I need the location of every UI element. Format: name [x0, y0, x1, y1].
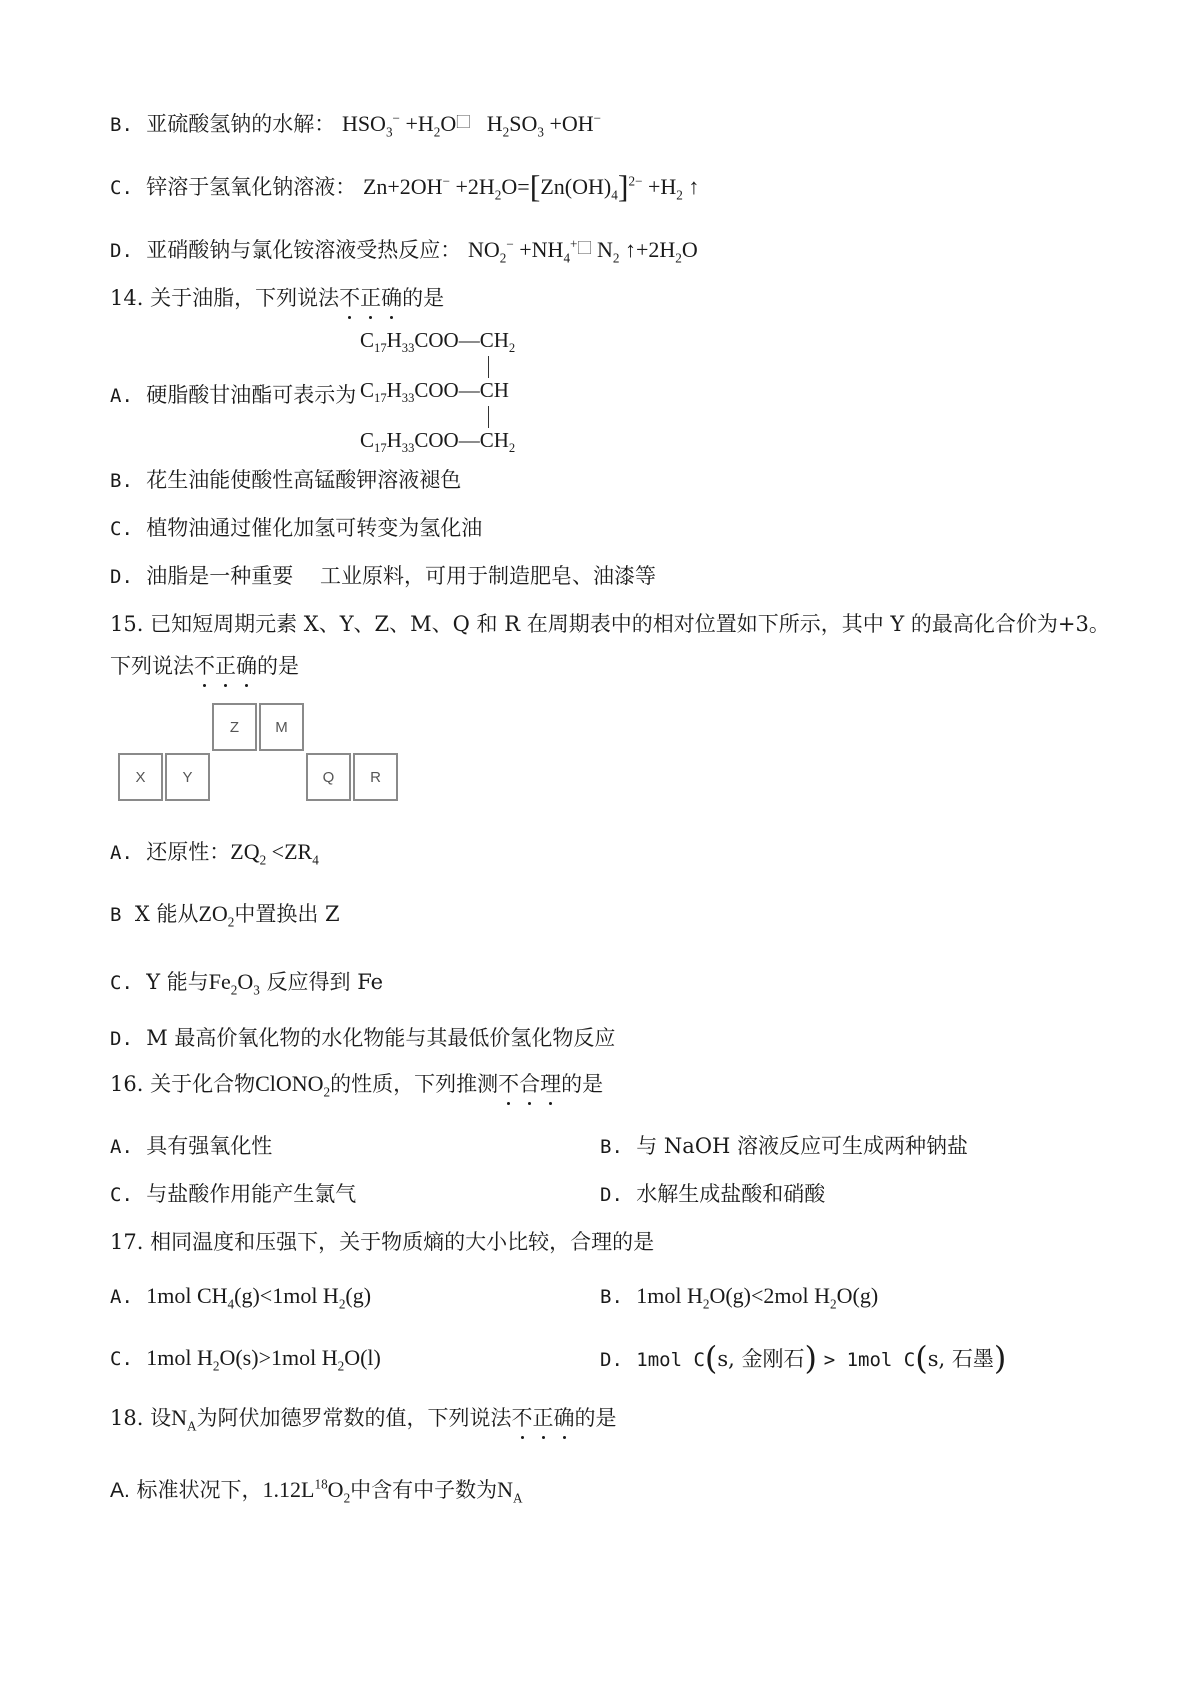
option-label: D. — [600, 1349, 623, 1371]
option-label: B. — [600, 1286, 623, 1308]
option-label: A. — [110, 385, 133, 407]
formula: $1.12L^{18}O_2$ — [262, 1476, 351, 1506]
q16-option-c — [110, 1180, 356, 1209]
option-text: 与 NaOH 溶液反应可生成两种钠盐 — [636, 1134, 969, 1158]
option-label: D. — [110, 240, 133, 262]
option-label: A. — [110, 1286, 133, 1308]
cell-x: X — [118, 753, 163, 801]
formula: $ZO_2$ — [198, 901, 235, 930]
q18-stem: 18. 设$N_A$为阿伏加德罗常数的值，下列说法不正确的是 — [110, 1405, 617, 1434]
option-text: 锌溶于氢氧化钠溶液： — [146, 175, 357, 199]
option-label: D. — [600, 1184, 623, 1206]
option-text: 具有强氧化性 — [146, 1134, 273, 1158]
option-text: M 最高价氧化物的水化物能与其最低价氢化物反应 — [146, 1026, 616, 1050]
q16-stem: 16. 关于化合物ClONO$_2$的性质，下列推测不合理的是 — [110, 1071, 604, 1100]
option-text: 硬脂酸甘油酯可表示为 — [146, 383, 357, 407]
q14-option-b — [110, 466, 461, 495]
q16-option-b — [600, 1132, 968, 1161]
option-label: C. — [110, 1184, 133, 1206]
option-text: 还原性： — [146, 840, 231, 864]
q15-stem-line1: 15. 已知短周期元素 X、Y、Z、M、Q 和 R 在周期表中的相对位置如下所示，其中 Y 的最高化合价为+3。 — [110, 612, 1110, 636]
option-text: 标准状况下， — [136, 1478, 263, 1502]
option-label: A. — [110, 1479, 130, 1502]
q17-option-a — [110, 1282, 371, 1311]
equation: $NO_2^-$ $+NH_4^+⃞$ $N_2$ $↑+2H_2O$ — [467, 236, 698, 266]
q13-option-b — [110, 110, 601, 139]
cell-m: M — [259, 703, 304, 751]
q17-option-c — [110, 1344, 381, 1373]
option-label: C. — [110, 972, 133, 994]
q16-option-a — [110, 1132, 272, 1161]
q15-option-d — [110, 1024, 615, 1053]
q14-stem: 14. 关于油脂，下列说法不正确的是 — [110, 286, 445, 310]
option-text: 亚硝酸钠与氯化铵溶液受热反应： — [146, 238, 462, 262]
periodic-table-fragment — [118, 703, 418, 813]
option-label: C. — [110, 1348, 133, 1370]
formula: $ZQ_2 <ZR_4$ — [230, 839, 319, 868]
q13-option-c — [110, 168, 700, 204]
option-label: A. — [110, 842, 133, 864]
option-text: 亚硫酸氢钠的水解： — [146, 112, 336, 136]
option-text: 油脂是一种重要 工业原料，可用于制造肥皂、油漆等 — [146, 564, 656, 588]
q14-option-a — [110, 381, 356, 410]
option-label: B. — [110, 114, 133, 136]
cell-y: Y — [165, 753, 210, 801]
equation: $HSO_3^-$ $+H_2O⃞$ $H_2SO_3 +OH^-$ — [341, 110, 602, 140]
q14-option-d — [110, 562, 656, 591]
cell-z: Z — [212, 703, 257, 751]
option-label: A. — [110, 1136, 133, 1158]
q15-stem-line2: 下列说法不正确的是 — [110, 654, 299, 678]
option-text: X 能从 — [134, 902, 199, 926]
cell-q: Q — [306, 753, 351, 801]
q13-option-d — [110, 236, 698, 265]
q14-option-c — [110, 514, 482, 543]
q17-option-b — [600, 1282, 878, 1311]
q17-stem: 17. 相同温度和压强下，关于物质熵的大小比较，合理的是 — [110, 1230, 655, 1254]
option-label: D. — [110, 566, 133, 588]
formula: 1mol C — [636, 1349, 705, 1371]
formula: $Fe_2O_3$ — [208, 969, 260, 998]
option-text: 水解生成盐酸和硝酸 — [636, 1182, 826, 1206]
formula: 1mol $H_2O(s)>1mol$ $H_2O(l)$ — [146, 1345, 381, 1374]
cell-r: R — [353, 753, 398, 801]
q17-option-d: D. 1mol C(s, 金刚石) > 1mol C(s, 石墨) — [600, 1339, 1007, 1377]
formula: 1mol $CH_4(g)<1mol$ $H_2(g)$ — [146, 1283, 372, 1312]
q15-option-b: B X 能从$ZO_2$中置换出 Z — [110, 901, 340, 930]
option-label: C. — [110, 177, 133, 199]
q16-option-d — [600, 1180, 825, 1209]
option-text: Y 能与 — [146, 970, 209, 994]
q18-option-a: A. 标准状况下，$1.12L^{18}O_2$中含有中子数为$N_A$ — [110, 1476, 523, 1506]
q15-option-c: C. Y 能与$Fe_2O_3$ 反应得到 Fe — [110, 969, 384, 998]
option-label: B. — [600, 1136, 623, 1158]
option-text: 与盐酸作用能产生氯气 — [146, 1182, 357, 1206]
formula: ClONO$_2$ — [255, 1071, 331, 1100]
glyceride-structure: $C_{17}H_{33}COO—CH_2$ $C_{17}H_{33}COO—CH$ $C_{17}H_{33}COO—CH_2$ — [360, 328, 516, 456]
equation: $Zn+2OH^- +2H_2O=[Zn(OH)_4]^{2-} +H_2$ ↑ — [362, 168, 700, 204]
formula: 1mol $H_2O(g)<2mol$ $H_2O(g)$ — [636, 1283, 879, 1312]
option-text: 植物油通过催化加氢可转变为氢化油 — [146, 516, 483, 540]
option-text: 花生油能使酸性高锰酸钾溶液褪色 — [146, 468, 462, 492]
q15-option-a — [110, 838, 319, 867]
option-label: B. — [110, 470, 133, 492]
option-label: C. — [110, 518, 133, 540]
option-label: D. — [110, 1028, 133, 1050]
option-label: B — [110, 904, 122, 926]
